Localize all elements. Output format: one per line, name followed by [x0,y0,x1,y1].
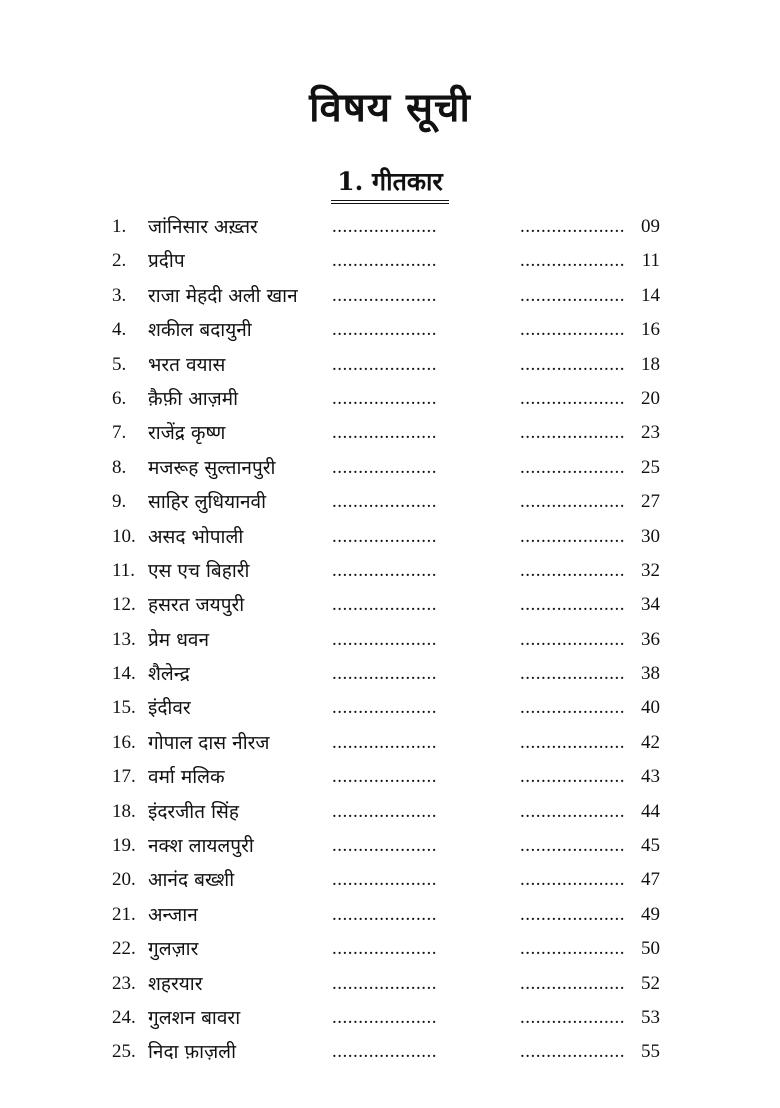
toc-entry-number: 7. [112,422,127,444]
toc-list [0,210,780,1070]
toc-leader-right: .................... [520,938,625,960]
toc-entry-number: 8. [112,456,127,478]
toc-entry-name: एस एच बिहारी [148,559,250,582]
toc-entry-number: 15. [112,697,136,719]
toc-entry [0,244,780,278]
toc-entry-page: 30 [641,520,660,554]
toc-entry-number: 19. [112,835,136,857]
toc-entry-page: 40 [641,691,660,725]
toc-leader-right: .................... [520,903,625,925]
toc-entry-name: नक्श लायलपुरी [148,835,254,858]
toc-entry-number: 22. [112,938,136,960]
toc-leader-middle: .................... [332,250,437,272]
toc-entry-name: प्रदीप [148,250,185,273]
toc-entry [0,1035,780,1069]
toc-leader-right: .................... [520,216,625,237]
toc-entry-name: गुलज़ार [148,938,199,961]
toc-entry-page: 09 [641,210,660,244]
toc-leader-middle: .................... [332,938,437,960]
toc-entry-page: 55 [641,1035,660,1069]
toc-entry-page: 14 [641,279,660,313]
toc-entry [0,279,780,313]
toc-leader-right: .................... [520,628,625,650]
toc-entry-name: भरत वयास [148,353,226,376]
toc-entry [0,210,780,244]
toc-leader-right: .................... [520,456,625,478]
toc-leader-right: .................... [520,766,625,788]
toc-leader-middle: .................... [332,319,437,341]
toc-leader-right: .................... [520,731,625,753]
toc-entry-name: गुलशन बावरा [148,1006,241,1029]
toc-leader-middle: .................... [332,628,437,650]
toc-entry-page: 43 [641,760,660,794]
toc-leader-middle: .................... [332,697,437,719]
toc-entry-number: 2. [112,250,127,272]
toc-entry [0,898,780,932]
toc-leader-middle: .................... [332,903,437,925]
toc-entry-name: वर्मा मलिक [148,766,225,789]
toc-entry [0,726,780,760]
toc-entry-page: 34 [641,588,660,622]
toc-leader-right: .................... [520,663,625,685]
toc-entry-page: 27 [641,485,660,519]
toc-leader-middle: .................... [332,216,437,237]
toc-entry-number: 3. [112,284,127,306]
toc-entry-page: 20 [641,382,660,416]
toc-entry-name: राजेंद्र कृष्ण [148,422,226,445]
toc-entry [0,1001,780,1035]
toc-entry-name: मजरूह सुल्तानपुरी [148,456,276,479]
toc-entry-name: असद भोपाली [148,525,244,548]
toc-leader-right: .................... [520,1041,625,1063]
toc-entry-number: 25. [112,1041,136,1063]
toc-entry [0,623,780,657]
toc-leader-right: .................... [520,559,625,581]
toc-leader-right: .................... [520,284,625,306]
toc-leader-middle: .................... [332,387,437,409]
toc-leader-right: .................... [520,869,625,891]
toc-entry-number: 23. [112,972,136,994]
toc-entry-page: 23 [641,416,660,450]
toc-entry-page: 49 [641,898,660,932]
toc-leader-middle: .................... [332,1006,437,1028]
toc-entry [0,829,780,863]
toc-leader-right: .................... [520,800,625,822]
toc-leader-right: .................... [520,835,625,857]
toc-entry [0,313,780,347]
toc-leader-middle: .................... [332,525,437,547]
toc-entry-name: आनंद बख्शी [148,869,235,892]
toc-leader-middle: .................... [332,594,437,616]
toc-entry [0,760,780,794]
toc-leader-middle: .................... [332,663,437,685]
toc-leader-middle: .................... [332,766,437,788]
toc-entry [0,967,780,1001]
toc-leader-right: .................... [520,972,625,994]
toc-entry-name: साहिर लुधियानवी [148,491,267,514]
toc-leader-right: .................... [520,594,625,616]
toc-entry-number: 4. [112,319,127,341]
toc-entry-page: 50 [641,932,660,966]
toc-entry-name: शकील बदायुनी [148,319,252,342]
toc-leader-middle: .................... [332,284,437,306]
toc-leader-middle: .................... [332,731,437,753]
toc-entry [0,657,780,691]
toc-leader-middle: .................... [332,869,437,891]
toc-leader-middle: .................... [332,353,437,375]
toc-entry-page: 18 [641,348,660,382]
page-title: विषय सूची [309,84,471,131]
toc-entry [0,863,780,897]
toc-leader-right: .................... [520,353,625,375]
toc-entry-number: 5. [112,353,127,375]
toc-entry-name: शहरयार [148,972,203,995]
toc-entry-name: गोपाल दास नीरज [148,731,270,754]
toc-entry [0,416,780,450]
toc-leader-right: .................... [520,319,625,341]
toc-entry-name: प्रेम धवन [148,628,210,651]
toc-entry-name: जांनिसार अख़्तर [148,216,258,238]
toc-entry-number: 12. [112,594,136,616]
toc-entry-name: क़ैफ़ी आज़मी [148,387,239,410]
toc-entry [0,554,780,588]
toc-entry-page: 11 [642,244,660,278]
section-heading-wrap [0,166,780,204]
toc-leader-middle: .................... [332,800,437,822]
toc-entry-number: 10. [112,525,136,547]
toc-entry-name: इंदरजीत सिंह [148,800,239,823]
toc-entry-number: 9. [112,491,127,513]
toc-entry-number: 16. [112,731,136,753]
toc-leader-middle: .................... [332,491,437,513]
toc-entry-name: अन्जान [148,903,198,926]
toc-entry-name: इंदीवर [148,697,191,720]
toc-leader-middle: .................... [332,456,437,478]
toc-entry [0,588,780,622]
toc-entry [0,451,780,485]
toc-entry-number: 21. [112,903,136,925]
toc-entry-page: 32 [641,554,660,588]
toc-leader-right: .................... [520,491,625,513]
toc-entry-name: हसरत जयपुरी [148,594,245,617]
toc-entry-number: 17. [112,766,136,788]
toc-leader-right: .................... [520,525,625,547]
toc-entry-number: 18. [112,800,136,822]
toc-entry-number: 13. [112,628,136,650]
toc-leader-middle: .................... [332,972,437,994]
toc-entry-number: 20. [112,869,136,891]
toc-leader-right: .................... [520,250,625,272]
toc-entry-page: 44 [641,795,660,829]
toc-entry-number: 14. [112,663,136,685]
toc-entry-page: 52 [641,967,660,1001]
toc-entry-page: 53 [641,1001,660,1035]
toc-entry-page: 45 [641,829,660,863]
toc-entry [0,691,780,725]
toc-entry-page: 38 [641,657,660,691]
toc-leader-middle: .................... [332,835,437,857]
toc-entry [0,520,780,554]
toc-leader-middle: .................... [332,422,437,444]
toc-entry-number: 11. [112,559,136,581]
toc-leader-middle: .................... [332,559,437,581]
toc-leader-right: .................... [520,387,625,409]
toc-entry-page: 25 [641,451,660,485]
toc-entry-name: शैलेन्द्र [148,663,190,686]
toc-entry [0,932,780,966]
toc-entry-number: 6. [112,387,127,409]
toc-entry [0,348,780,382]
toc-entry [0,485,780,519]
toc-leader-middle: .................... [332,1041,437,1063]
toc-leader-right: .................... [520,422,625,444]
toc-entry-number: 24. [112,1006,136,1028]
toc-entry [0,382,780,416]
toc-leader-right: .................... [520,1006,625,1028]
section-heading: 1. गीतकार [331,166,449,204]
toc-entry-page: 36 [641,623,660,657]
toc-leader-right: .................... [520,697,625,719]
toc-entry [0,795,780,829]
toc-entry-name: निदा फ़ाज़ली [148,1041,236,1064]
toc-entry-page: 16 [641,313,660,347]
toc-entry-page: 42 [641,726,660,760]
toc-entry-name: राजा मेहदी अली खान [148,284,298,307]
toc-entry-page: 47 [641,863,660,897]
toc-entry-number: 1. [112,216,127,237]
